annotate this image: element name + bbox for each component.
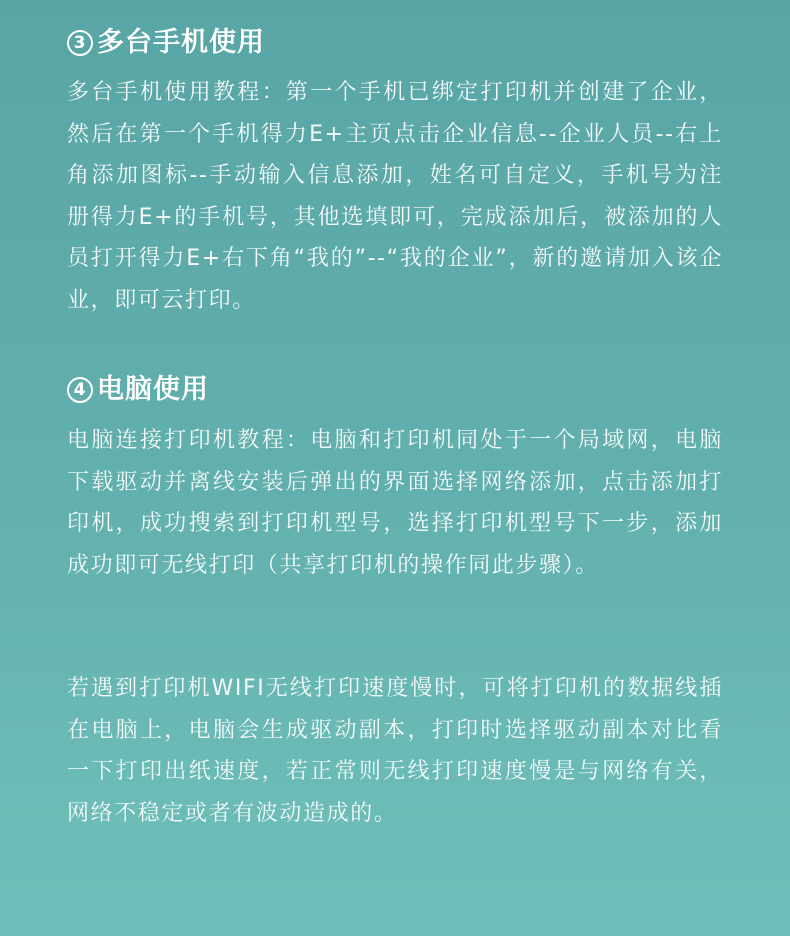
section-title-text: 电脑使用 [97,374,209,405]
section-title-multi-phone [67,25,723,61]
section-title-text: 多台手机使用 [97,27,265,58]
section-number-badge: 4 [67,377,93,403]
wifi-speed-note: 若遇到打印机WIFI无线打印速度慢时，可将打印机的数据线插在电脑上，电脑会生成驱动副本，打印时选择驱动副本对比看一下打印出纸速度，若正常则无线打印速度慢是与网络有关，网络不稳定或者有波动造成的。 [67,676,723,826]
section-number-badge: 3 [67,30,93,56]
multi-phone-instructions: 多台手机使用教程：第一个手机已绑定打印机并创建了企业，然后在第一个手机得力E+主页点击企业信息--企业人员--右上角添加图标--手动输入信息添加，姓名可自定义，手机号为注册得力E+的手机号，其他选填即可，完成添加后，被添加的人员打开得力E+右下角“我的”--“我的企业”，新的邀请加入该企业，即可云打印。 [67,80,723,313]
section-title-computer [67,372,723,408]
computer-instructions: 电脑连接打印机教程：电脑和打印机同处于一个局域网，电脑下载驱动并离线安装后弹出的界面选择网络添加，点击添加打印机，成功搜索到打印机型号，选择打印机型号下一步，添加成功即可无线打印（共享打印机的操作同此步骤）。 [67,428,723,578]
